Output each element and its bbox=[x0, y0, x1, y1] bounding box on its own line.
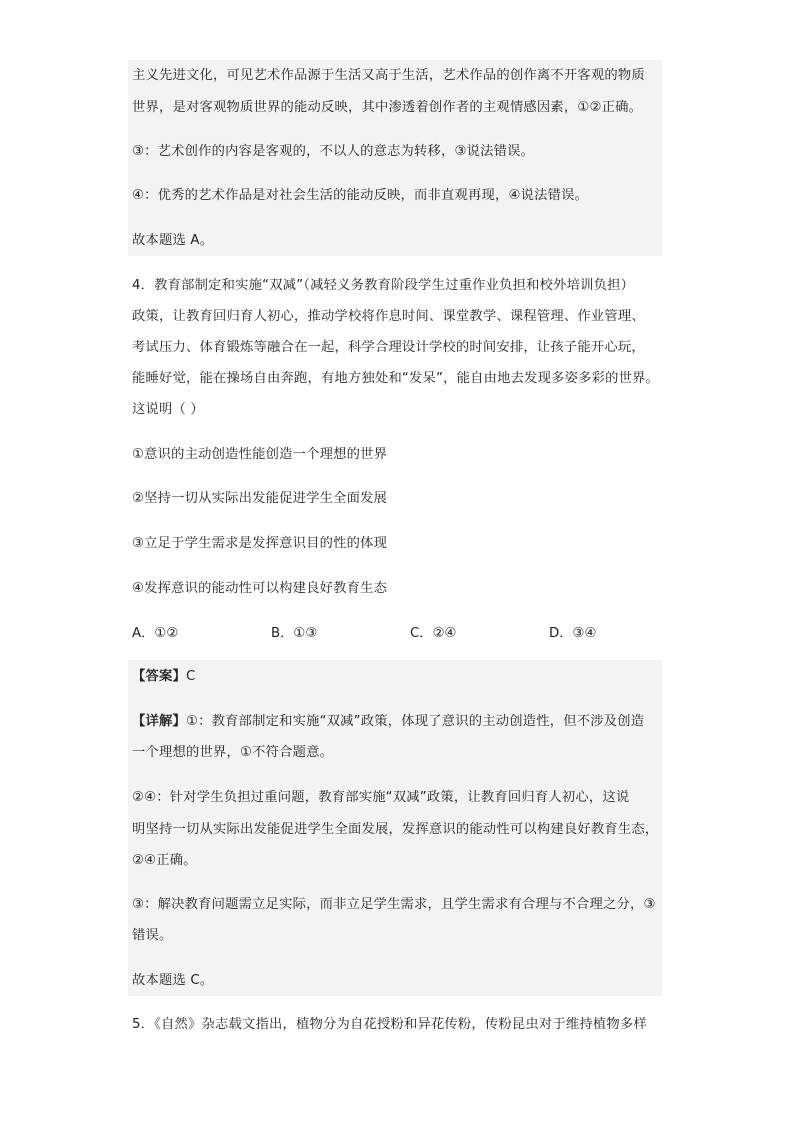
detail-line: 一个理想的世界，①不符合题意。 bbox=[132, 745, 334, 760]
question-stem-line: 考试压力、体育锻炼等融合在一起，科学合理设计学校的时间安排，让孩子能开心玩， bbox=[132, 340, 645, 355]
question-stem-line: 5．《自然》杂志载文指出，植物分为自花授粉和异花传粉，传粉昆虫对于维持植物多样 bbox=[132, 1017, 647, 1032]
text-line: 世界，是对客观物质世界的能动反映，其中渗透着创作者的主观情感因素，①②正确。 bbox=[132, 100, 643, 115]
conclusion-text: 故本题选 C。 bbox=[132, 973, 214, 988]
detail-line: 明坚持一切从实际出发能促进学生全面发展，发挥意识的能动性可以构建良好教育生态， bbox=[132, 822, 659, 837]
question-stem-line: 4．教育部制定和实施“双减”（减轻义务教育阶段学生过重作业负担和校外培训负担） bbox=[132, 278, 635, 293]
detail-line: ②④：针对学生负担过重问题，教育部实施“双减”政策，让教育回归育人初心，这说 bbox=[132, 790, 630, 805]
text-line: ④：优秀的艺术作品是对社会生活的能动反映，而非直观再现，④说法错误。 bbox=[132, 188, 589, 203]
detail-line: ③：解决教育问题需立足实际，而非立足学生需求，且学生需求有合理与不合理之分，③ bbox=[132, 897, 656, 912]
question-stem-line: 能睡好觉，能在操场自由奔跑，有地方独处和“发呆”，能自由地去发现多姿多彩的世界。 bbox=[132, 371, 660, 386]
statement-item: ④发挥意识的能动性可以构建良好教育生态 bbox=[132, 581, 388, 596]
detail-line: 错误。 bbox=[132, 928, 173, 943]
statement-item: ②坚持一切从实际出发能促进学生全面发展 bbox=[132, 491, 388, 506]
detail-tag: 【详解】 bbox=[132, 714, 186, 729]
detail-line bbox=[132, 713, 644, 731]
question-stem-line: 政策，让教育回归育人初心，推动学校将作息时间、课堂教学、课程管理、作业管理、 bbox=[132, 309, 645, 324]
question-stem-line: 这说明（ ） bbox=[132, 402, 204, 417]
text-line: 主义先进文化，可见艺术作品源于生活又高于生活，艺术作品的创作离不开客观的物质 bbox=[132, 68, 645, 83]
detail-line: ②④正确。 bbox=[132, 853, 197, 868]
option-d: D．③④ bbox=[549, 626, 597, 641]
detail-text: ①：教育部制定和实施“双减”政策，体现了意识的主动创造性，但不涉及创造 bbox=[186, 714, 645, 729]
answer-tag: 【答案】 bbox=[132, 669, 186, 684]
option-b: B．①③ bbox=[271, 626, 318, 641]
option-c: C．②④ bbox=[410, 626, 457, 641]
option-a: A．①② bbox=[132, 626, 179, 641]
conclusion-text: 故本题选 A。 bbox=[132, 233, 214, 248]
text-line: ③：艺术创作的内容是客观的，不以人的意志为转移，③说法错误。 bbox=[132, 144, 535, 159]
statement-item: ③立足于学生需求是发挥意识目的性的体现 bbox=[132, 536, 388, 551]
answer-value: C bbox=[186, 669, 196, 684]
answer-line bbox=[132, 668, 196, 686]
statement-item: ①意识的主动创造性能创造一个理想的世界 bbox=[132, 447, 388, 462]
